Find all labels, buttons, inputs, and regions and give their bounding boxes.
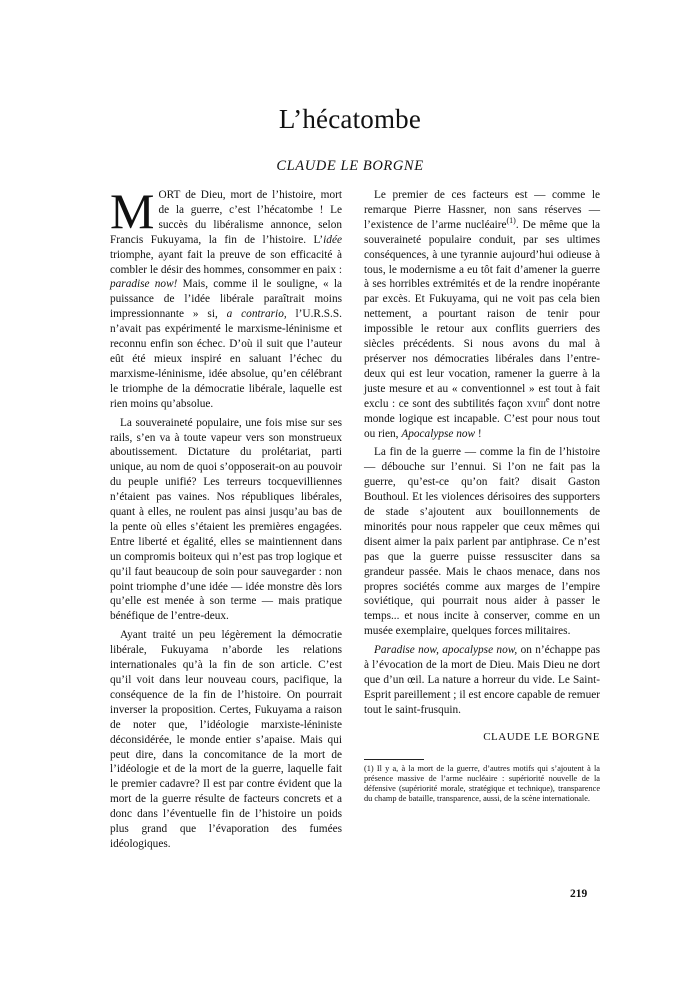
paragraph-text: on n’échappe pas à l’évocation de la mort de Dieu. Mais Dieu ne dort que d’un œil. La nature a horreur du vide. Le Saint-Esprit pareillement ; il est encore capable de remuer tout le saint-frusquin. — [364, 644, 600, 716]
paragraph-text: triomphe, ayant fait la preuve de son efficacité à combler le désir des hommes, consommer en paix : — [110, 248, 342, 276]
emphasis: idée — [323, 233, 342, 246]
paragraph-2: La souveraineté populaire, une fois mise sur ses rails, s’en va à toute vapeur vers son monstrueux aboutissement. Dictature du prolétariat, parti unique, au nom de quoi s’opposerait-on au pouvoir du peuple unifié? Les terreurs tocquevilliennes n’étaient pas vaines. Nos républiques libérales, quant à elles, ne roulent pas ainsi jusqu’au bas de la pente où elles s’étaient les premières engagées. Entre liberté et égalité, elles se maintiennent dans un compromis boiteux qui n’est pas trop logique et qu’il faut beaucoup de soin pour sauvegarder : non point triomphe d’une idée — idée monstre dès lors qu’elle est menée à son terme — mais pratique bénéfique de l’entre-deux. — [110, 416, 342, 623]
footnote-reference: (1) — [506, 216, 516, 226]
first-word-caps: ORT — [158, 189, 181, 201]
footnote: (1) Il y a, à la mort de la guerre, d’autres motifs qui s’ajoutent à la présence massive de l’arme nucléaire : supériorité nouvelle de la défensive (supériorité morale, stratégique et technique), transparence du champ de bataille, transparence, aussi, de la scène internationale. — [364, 763, 600, 804]
century-superscript: e — [545, 394, 550, 404]
paragraph-text: . De même que la souveraineté populaire conduit, par ses ultimes conséquences, à une tyrannie aujourd’hui odieuse à tous, le modernisme a eu tôt fait d’amener la guerre à ses horribles extrémités et de la rendre inopérante par excès. Et Fukuyama, qui ne voit pas cela bien nettement, a pourtant raison de tenir pour impossible le retour aux conflits guerriers des siècles précédents. Si nous avons du mal à préserver nos démocraties libérales dans l’entre-deux qui est leur vocation, ramener la guerre à la juste mesure et au « conventionnel » est tout à fait exclu : ce sont des subtilités façon — [364, 218, 600, 410]
emphasis: paradise now! — [110, 278, 178, 291]
paragraph-5: La fin de la guerre — comme la fin de l’histoire — débouche sur l’ennui. Si l’on ne fait pas la guerre, qu’est-ce qu’on fait? disait Gaston Bouthoul. Et les violences dérisoires des supporters de stade s’ajoutent aux bouillonnements de minorités pour nous rappeler que ceux mêmes qui disent aimer la paix parlent par antiphrase. Ce n’est pas que la guerre puisse ressusciter dans sa grandeur passée. Mais le chaos menace, dans nos propres sociétés comme aux marges de l’empire soviétique, qui pourrait nous aider à passer le temps... et nous incite à conserver, comme en un musée exemplaire, quelques forces militaires. — [364, 446, 600, 638]
paragraph-6 — [364, 643, 600, 718]
century-numeral: xviii — [526, 397, 546, 410]
page-number: 219 — [570, 888, 588, 900]
paragraph-1 — [110, 183, 342, 412]
paragraph-text: de Dieu, mort de l’histoire, mort de la guerre, c’est l’hécatombe ! Le succès du libéralisme annonce, selon Francis Fukuyama, la fin de l’histoire. L’ — [110, 189, 342, 246]
paragraph-text: Mais, comme il le souligne, « la puissance de l’idée libérale paraîtrait moins impressionnante » si, — [110, 278, 342, 321]
right-column — [364, 188, 600, 804]
drop-cap: M — [110, 183, 155, 239]
emphasis: a contrario, — [226, 308, 287, 321]
article-author: CLAUDE LE BORGNE — [276, 158, 424, 174]
paragraph-text: dont notre monde logique est incapable. C’est pour nous tout ou rien, — [364, 397, 600, 440]
author-signature: CLAUDE LE BORGNE — [483, 730, 600, 743]
paragraph-3: Ayant traité un peu légèrement la démocratie libérale, Fukuyama n’aborde les relations internationales qu’à la fin de son article. C’est qu’il voit dans leur nouveau cours, pacifique, la conséquence de la fin de l’histoire. On pourrait inverser la proposition. Certes, Fukuyama a raison de noter que, l’idéologie marxiste-léniniste déconsidérée, le monde entier s’apaise. Mais qui peut dire, dans la concomitance de la mort de l’idéologie et de la mort de la guerre, laquelle fait le premier cadavre? Il est par contre évident que la mort de la guerre résulte de facteurs concrets et a donc dans l’éventuelle fin de l’histoire un poids plus grand que l’évaporation des fumées idéologiques. — [110, 629, 342, 850]
emphasis: Paradise now, apocalypse now, — [374, 644, 518, 657]
article-title: L’hécatombe — [278, 104, 422, 134]
emphasis: Apocalypse now — [401, 427, 476, 440]
footnote-rule — [364, 759, 424, 760]
paragraph-4 — [364, 188, 600, 441]
paragraph-text: ! — [475, 427, 482, 440]
left-column — [110, 183, 342, 852]
paragraph-text: Le premier de ces facteurs est — comme le remarque Pierre Hassner, non sans réserves — l’existence de l’arme nucléaire — [364, 189, 600, 231]
paragraph-text: l’U.R.S.S. n’avait pas expérimenté le marxisme-léninisme et reconnu enfin son échec. D’où il suit que l’auteur eût été mieux inspiré en saluant l’échec du marxisme-léninisme, idée absolue, qu’en célébrant le triomphe de la démocratie libérale, laquelle est rien moins qu’absolue. — [110, 308, 342, 410]
